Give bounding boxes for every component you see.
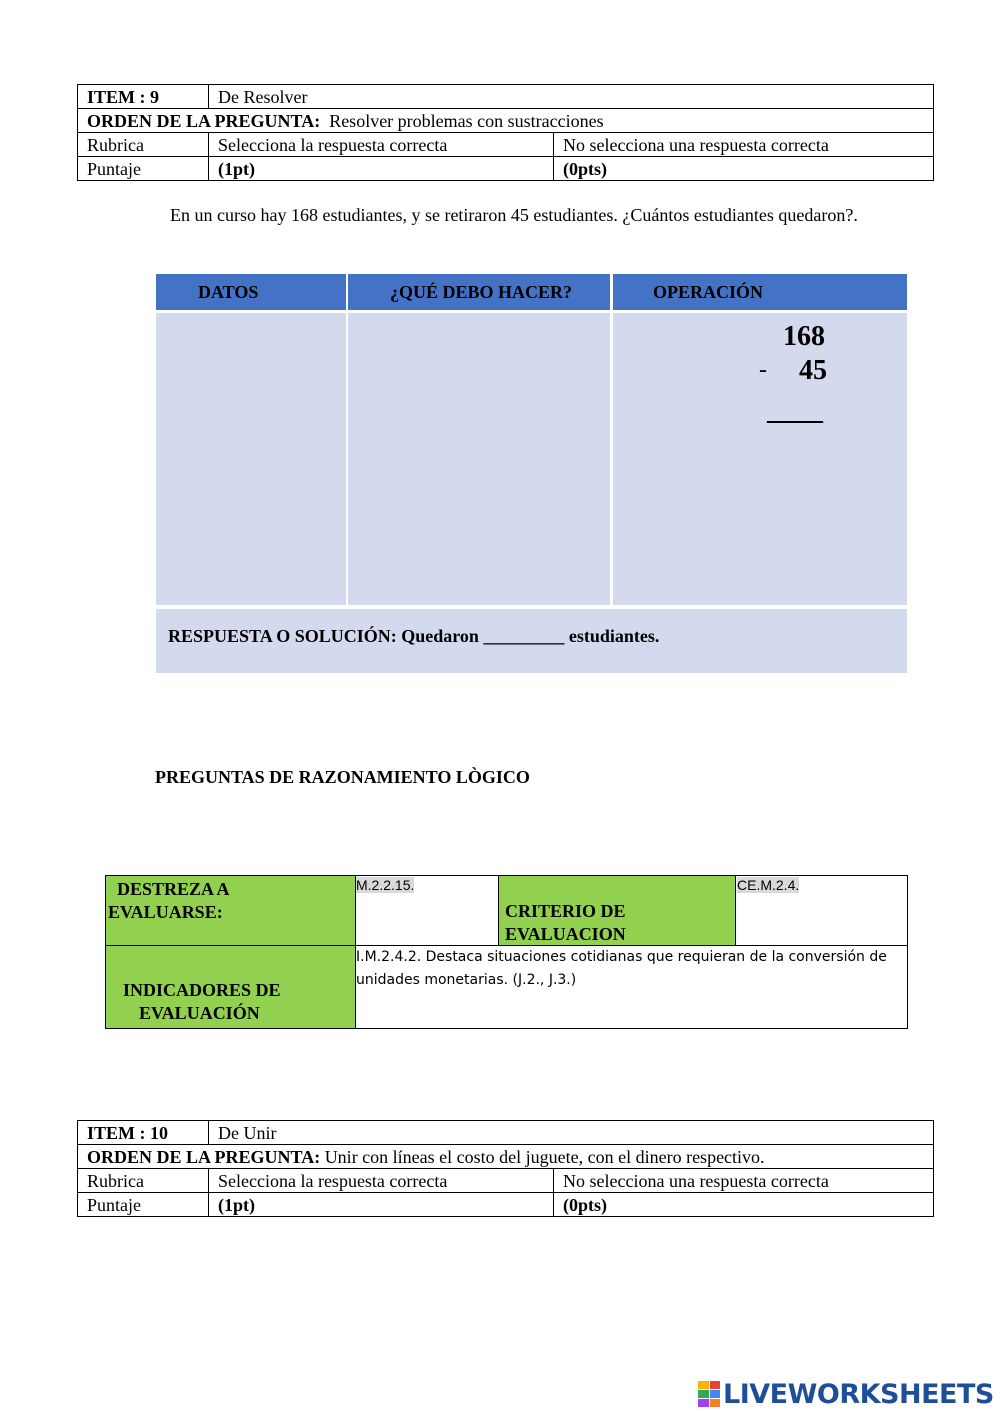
indicador-text: I.M.2.4.2. Destaca situaciones cotidianas que requieran de la conversión de unidades monetarias. (J.2., J.3.)	[356, 949, 887, 988]
header-datos: DATOS	[156, 274, 346, 310]
header-operacion: OPERACIÓN	[613, 274, 907, 310]
liveworksheets-logo-icon	[698, 1381, 720, 1407]
item-10-puntaje-correct: (1pt)	[209, 1193, 554, 1217]
item-10-table	[77, 1120, 934, 1217]
item-9-rubrica-correct: Selecciona la respuesta correcta	[209, 133, 554, 157]
header-que-debo-hacer: ¿QUÉ DEBO HACER?	[348, 274, 610, 310]
destreza-code: M.2.2.15.	[356, 876, 499, 946]
criterio-code: CE.M.2.4.	[736, 876, 907, 946]
problem-statement: En un curso hay 168 estudiantes, y se retiraron 45 estudiantes. ¿Cuántos estudiantes quedaron?.	[170, 205, 858, 225]
item-9-rubrica-incorrect: No selecciona una respuesta correcta	[554, 133, 934, 157]
item-10-type: De Unir	[209, 1121, 934, 1145]
item-9-orden: ORDEN DE LA PREGUNTA: Resolver problemas con sustracciones	[78, 109, 934, 133]
datos-cell[interactable]	[156, 313, 346, 605]
item-9-rubrica-label: Rubrica	[78, 133, 209, 157]
item-9-table	[77, 84, 934, 181]
section-title: PREGUNTAS DE RAZONAMIENTO LÒGICO	[155, 767, 530, 787]
operacion-cell[interactable]	[613, 313, 907, 605]
destreza-label: DESTREZA A EVALUARSE:	[106, 876, 356, 946]
item-10-rubrica-correct: Selecciona la respuesta correcta	[209, 1169, 554, 1193]
worksheet-grid	[155, 272, 908, 674]
item-10-orden: ORDEN DE LA PREGUNTA: Unir con líneas el costo del juguete, con el dinero respectivo.	[78, 1145, 934, 1169]
liveworksheets-logo	[698, 1378, 994, 1410]
item-10-puntaje-incorrect: (0pts)	[554, 1193, 934, 1217]
criterio-label: CRITERIO DE EVALUACION	[499, 876, 736, 946]
answer-text: RESPUESTA O SOLUCIÓN: Quedaron _________ estudiantes.	[168, 626, 660, 646]
indicadores-label: INDICADORES DE EVALUACIÓN	[106, 946, 356, 1028]
liveworksheets-logo-text: LIVEWORKSHEETS	[723, 1378, 994, 1410]
answer-row[interactable]	[156, 609, 907, 673]
item-10-label: ITEM : 10	[78, 1121, 209, 1145]
evaluation-table	[105, 875, 908, 1029]
item-10-rubrica-label: Rubrica	[78, 1169, 209, 1193]
item-9-label: ITEM : 9	[78, 85, 209, 109]
que-debo-hacer-cell[interactable]	[348, 313, 610, 605]
item-10-puntaje-label: Puntaje	[78, 1193, 209, 1217]
minus-sign: -	[759, 357, 767, 383]
subtrahend: 45	[799, 355, 827, 386]
item-9-puntaje-incorrect: (0pts)	[554, 157, 934, 181]
item-9-puntaje-correct: (1pt)	[209, 157, 554, 181]
item-10-rubrica-incorrect: No selecciona una respuesta correcta	[554, 1169, 934, 1193]
minuend: 168	[783, 321, 825, 352]
item-9-type: De Resolver	[209, 85, 934, 109]
result-line: ____	[767, 395, 823, 426]
item-9-puntaje-label: Puntaje	[78, 157, 209, 181]
